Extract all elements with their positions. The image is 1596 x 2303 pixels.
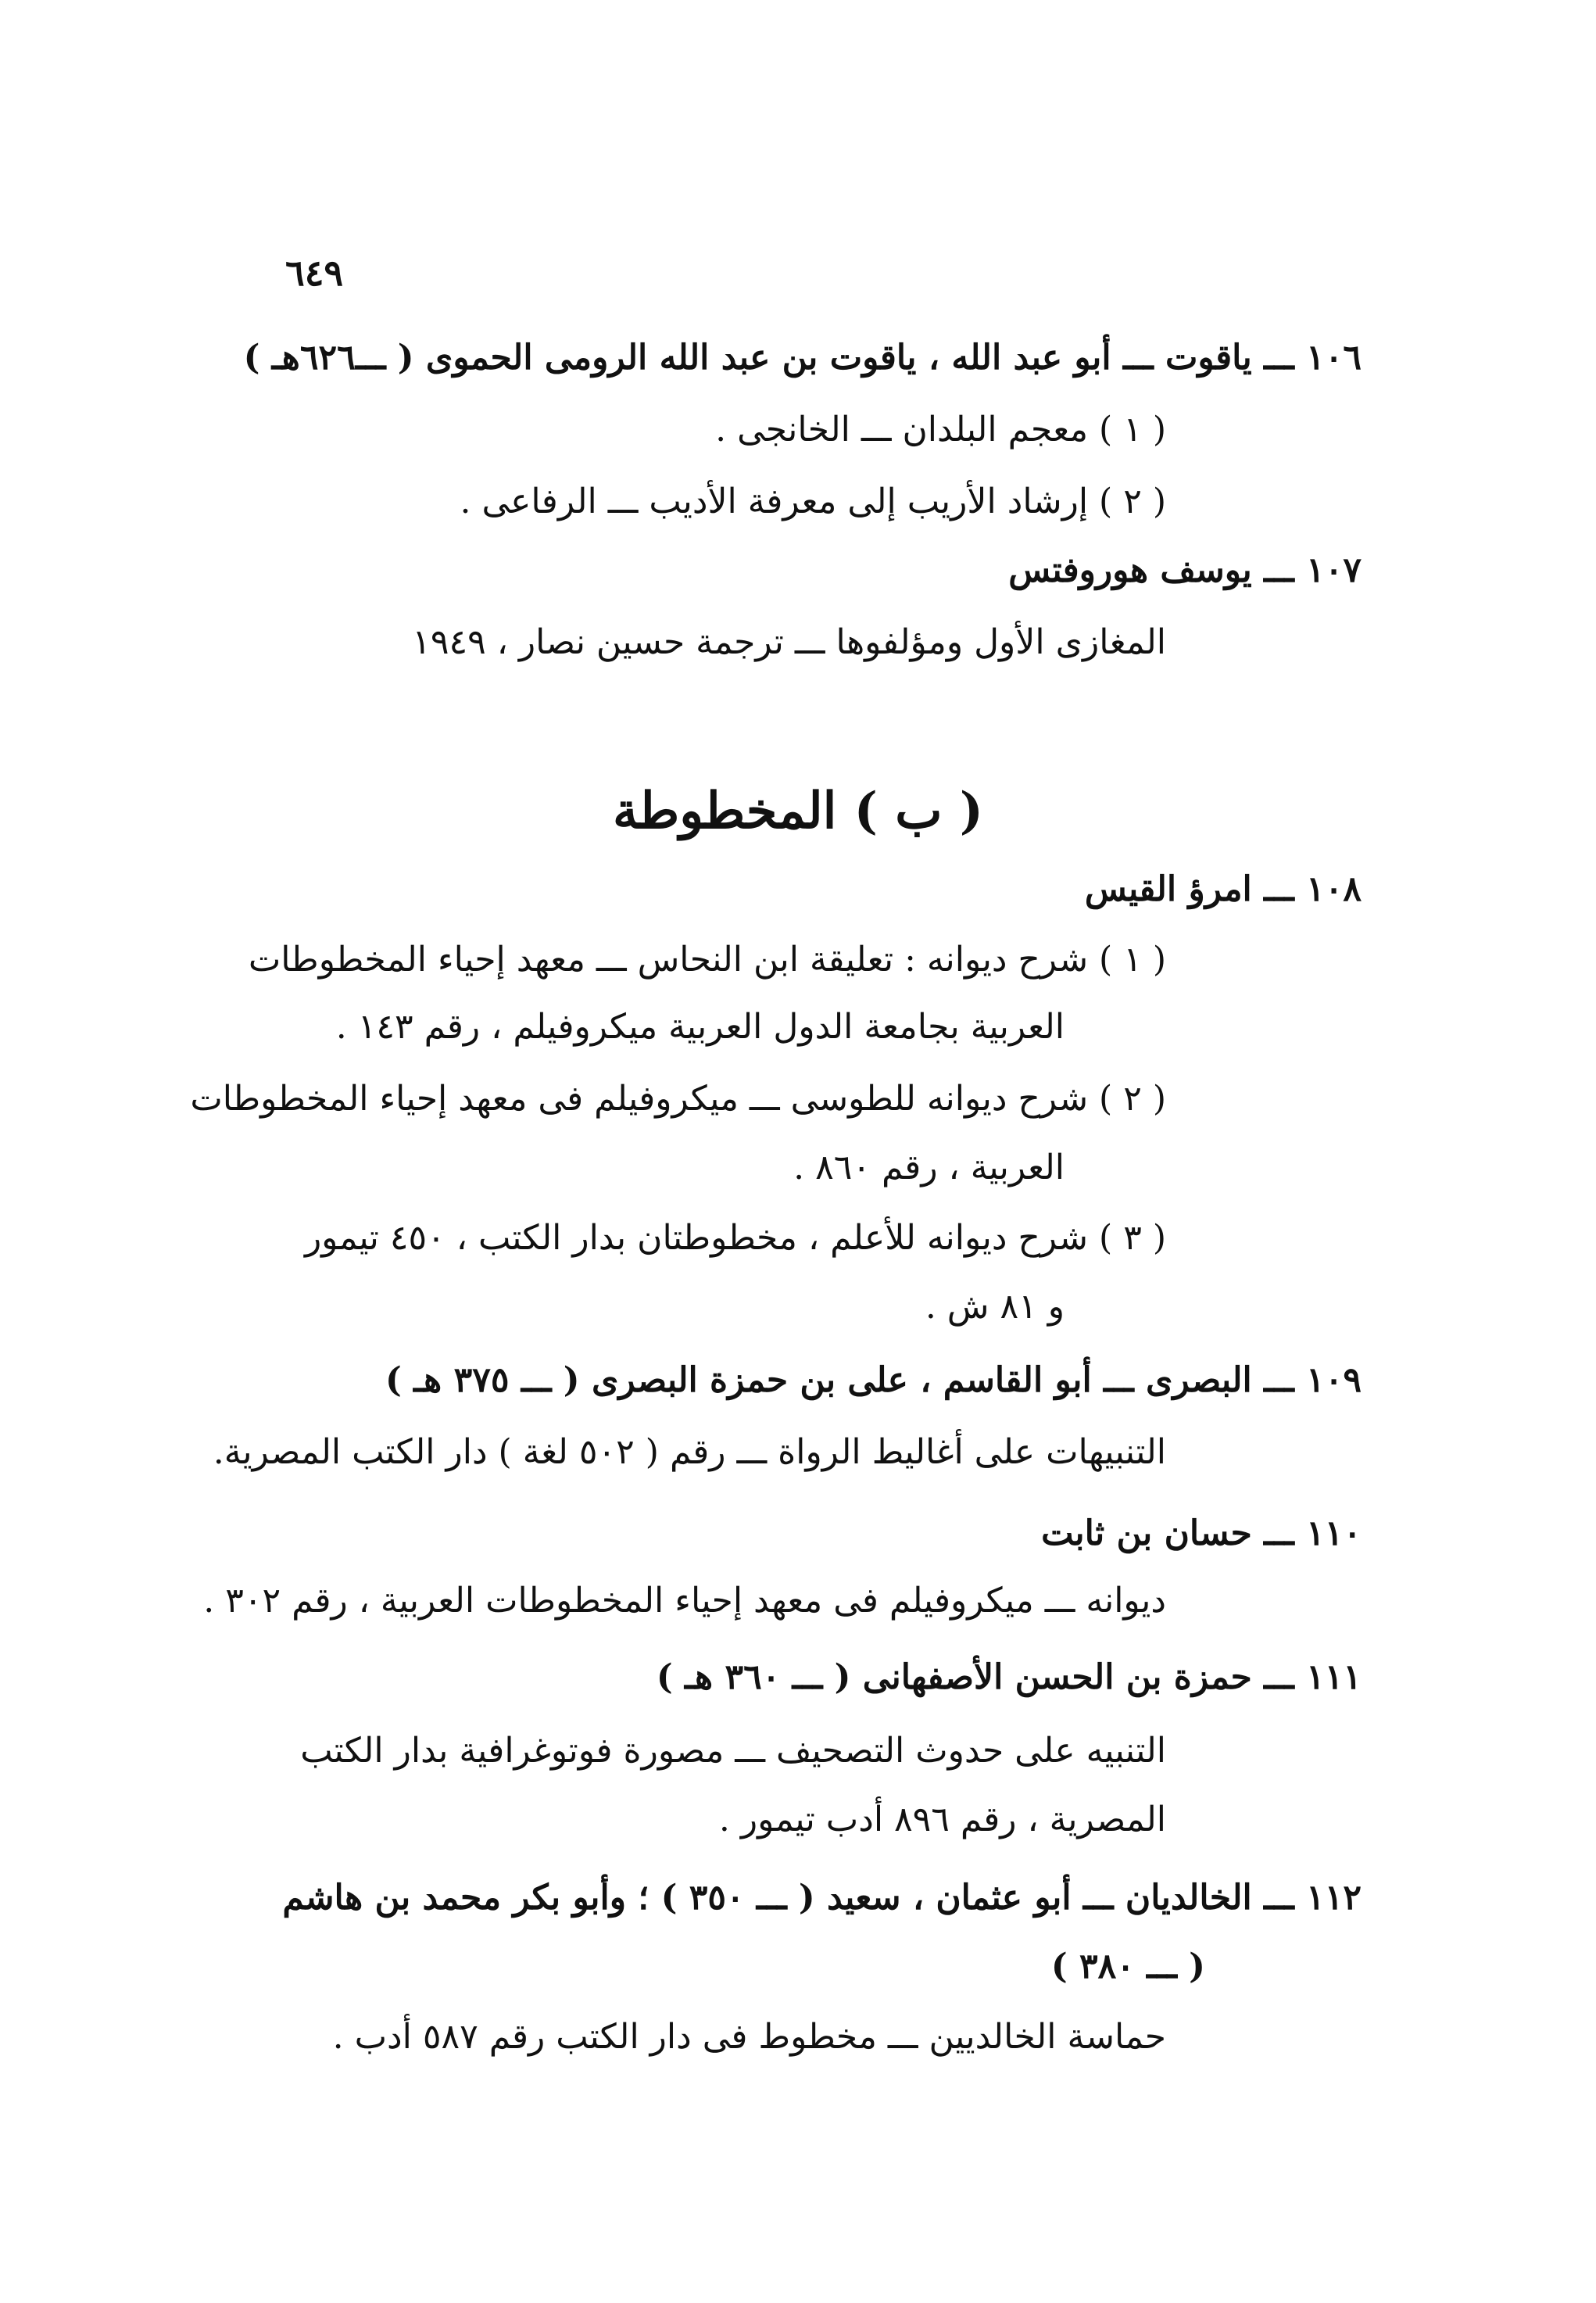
entry-106-heading: ١٠٦ ـــ ياقوت ـــ أبو عبد الله ، ياقوت بن عبد الله الرومى الحموى ( ـــ٦٢٦هـ ): [243, 338, 1362, 378]
entry-112-heading: ١١٢ ـــ الخالديان ـــ أبو عثمان ، سعيد ( ـــ ٣٥٠ ) ؛ وأبو بكر محمد بن هاشم: [282, 1878, 1362, 1918]
entry-111-heading: ١١١ ـــ حمزة بن الحسن الأصفهانى ( ـــ ٣٦٠ هـ ): [656, 1657, 1362, 1697]
entry-111-line-2: المصرية ، رقم ٨٩٦ أدب تيمور .: [718, 1800, 1166, 1839]
entry-108-line-1: ( ١ ) شرح ديوانه : تعليقة ابن النحاس ـــ معهد إحياء المخطوطات: [248, 940, 1166, 980]
entry-112-heading-cont: ( ـــ ٣٨٠ ): [1050, 1947, 1205, 1986]
entry-109-line-1: التنبيهات على أغاليط الرواة ـــ رقم ( ٥٠٢ لغة ) دار الكتب المصرية.: [213, 1432, 1166, 1472]
entry-110-heading: ١١٠ ـــ حسان بن ثابت: [1041, 1513, 1362, 1553]
entry-108-line-4: العربية ، رقم ٨٦٠ .: [793, 1148, 1065, 1187]
entry-107-item-1: المغازى الأول ومؤلفوها ـــ ترجمة حسين نصار ، ١٩٤٩: [412, 622, 1166, 662]
section-title: ( ب ) المخطوطة: [612, 782, 984, 840]
entry-109-heading: ١٠٩ ـــ البصرى ـــ أبو القاسم ، على بن حمزة البصرى ( ـــ ٣٧٥ هـ ): [385, 1360, 1362, 1400]
entry-108-line-5: ( ٣ ) شرح ديوانه للأعلم ، مخطوطتان بدار الكتب ، ٤٥٠ تيمور: [304, 1218, 1166, 1258]
entry-111-line-1: التنبيه على حدوث التصحيف ـــ مصورة فوتوغرافية بدار الكتب: [300, 1731, 1166, 1771]
entry-108-line-6: و ٨١ ش .: [925, 1287, 1065, 1327]
entry-106-item-1: ( ١ ) معجم البلدان ـــ الخانجى .: [715, 410, 1166, 449]
entry-108-heading: ١٠٨ ـــ امرؤ القيس: [1084, 869, 1362, 909]
entry-108-line-2: العربية بجامعة الدول العربية ميكروفيلم ، رقم ١٤٣ .: [335, 1007, 1065, 1047]
entry-112-line-1: حماسة الخالديين ـــ مخطوط فى دار الكتب رقم ٥٨٧ أدب .: [332, 2017, 1166, 2057]
entry-108-line-3: ( ٢ ) شرح ديوانه للطوسى ـــ ميكروفيلم فى معهد إحياء المخطوطات: [190, 1079, 1166, 1119]
entry-110-line-1: ديوانه ـــ ميكروفيلم فى معهد إحياء المخطوطات العربية ، رقم ٣٠٢ .: [203, 1581, 1166, 1621]
entry-107-heading: ١٠٧ ـــ يوسف هوروفتس: [1008, 550, 1362, 590]
entry-106-item-2: ( ٢ ) إرشاد الأريب إلى معرفة الأديب ـــ الرفاعى .: [460, 482, 1166, 521]
page-number: ٦٤٩: [285, 252, 344, 294]
